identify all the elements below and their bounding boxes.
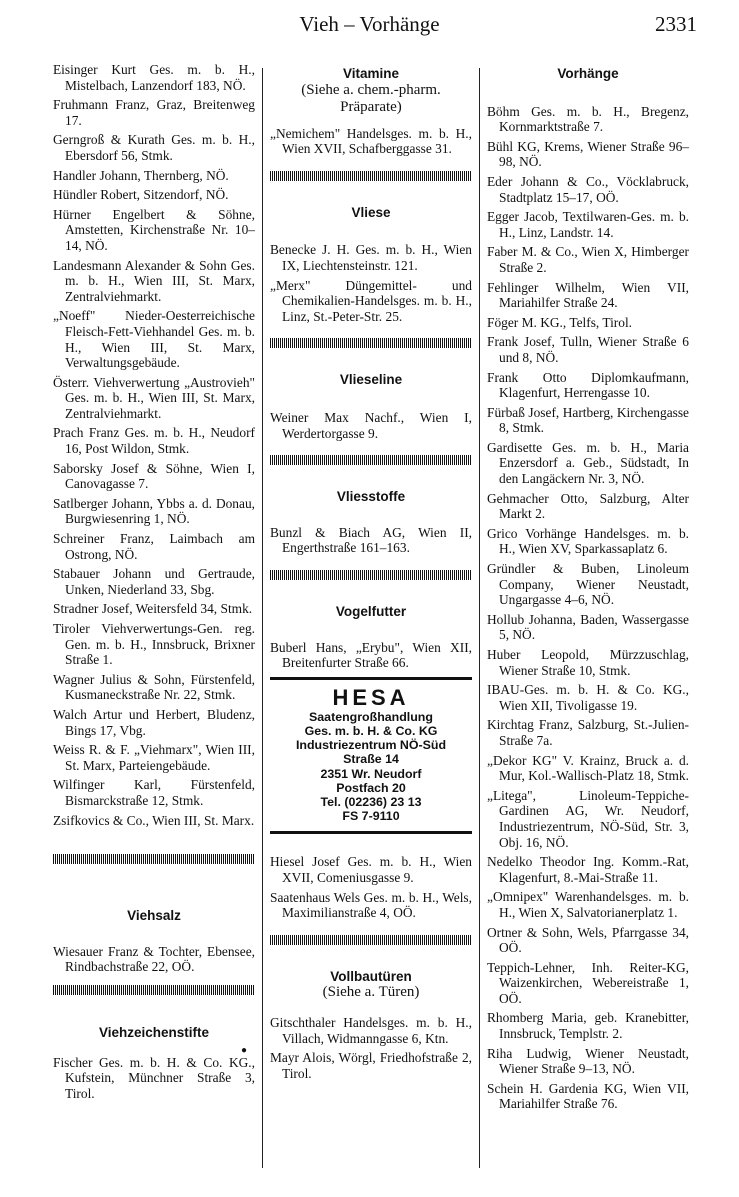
directory-entry: Nedelko Theodor Ing. Komm.-Rat, Klagenfurt, 8.-Mai-Straße 11. [487, 854, 689, 885]
section-separator [270, 455, 472, 465]
directory-entry: Zsifkovics & Co., Wien III, St. Marx. [53, 812, 255, 828]
ad-line: FS 7-9110 [342, 809, 400, 824]
directory-entry: Fischer Ges. m. b. H. & Co. KG., Kufstein, Münchner Straße 3, Tirol. [53, 1054, 255, 1101]
section-separator [270, 570, 472, 580]
directory-entry: Landesmann Alexander & Sohn Ges. m. b. H., Wien III, St. Marx, Zentralviehmarkt. [53, 257, 255, 304]
directory-entry: Faber M. & Co., Wien X, Himberger Straße 2. [487, 244, 689, 275]
directory-entry: Gehmacher Otto, Salzburg, Alter Markt 2. [487, 490, 689, 522]
ad-line: Industriezentrum NÖ-Süd [295, 738, 447, 753]
directory-entry: Schein H. Gardenia KG, Wien VII, Mariahilfer Straße 76. [487, 1080, 689, 1112]
ad-line: 2351 Wr. Neudorf [320, 766, 422, 781]
directory-entry: „Merx" Düngemittel- und Chemikalien-Handelsges. m. b. H., Linz, St.-Peter-Str. 25. [270, 277, 472, 324]
directory-entry: „Noeff" Nieder-Oesterreichische Fleisch-Fett-Viehhandel Ges. m. b. H., Wien III, St. Marx, Verwaltungsgebäude. [53, 308, 255, 371]
entry-list-vollbautueren [270, 1015, 472, 1081]
directory-entry: Weiss R. & F. „Viehmarx", Wien III, St. Marx, Parteiengebäude. [53, 742, 255, 773]
ad-line: Saatengroßhandlung [309, 709, 433, 724]
directory-entry: Tiroler Viehverwertungs-Gen. reg. Gen. m. b. H., Innsbruck, Brixner Straße 1. [53, 621, 255, 668]
directory-entry: Buberl Hans, „Erybu", Wien XII, Breitenfurter Straße 66. [270, 639, 472, 671]
directory-entry: Weiner Max Nachf., Wien I, Werdertorgasse 9. [270, 409, 472, 441]
directory-entry: Teppich-Lehner, Inh. Reiter-KG, Waizenkirchen, Webereistraße 1, OÖ. [487, 959, 689, 1006]
directory-entry: Wiesauer Franz & Tochter, Ebensee, Rindbachstraße 22, OÖ. [53, 943, 255, 975]
section-heading-vitamine: Vitamine [342, 66, 400, 81]
directory-entry: Handler Johann, Thernberg, NÖ. [53, 167, 229, 183]
section-subheading-vollbautueren: (Siehe a. Türen) [322, 984, 420, 1001]
column-3 [487, 62, 689, 1116]
directory-entry: Prach Franz Ges. m. b. H., Neudorf 16, Post Wildon, Stmk. [53, 425, 255, 457]
directory-entry: Kirchtag Franz, Salzburg, St.-Julien-Straße 7a. [487, 717, 689, 748]
section-heading-vollbautueren: Vollbautüren [330, 968, 412, 984]
page-header [0, 12, 739, 42]
directory-entry: Gitschthaler Handelsges. m. b. H., Villach, Widmanngasse 6, Ktn. [270, 1015, 472, 1046]
ad-line: Postfach 20 [336, 780, 406, 795]
ad-line: Tel. (02236) 23 13 [320, 794, 422, 809]
directory-entry: Fehlinger Wilhelm, Wien VII, Mariahilfer Straße 24. [487, 279, 689, 311]
column-divider-right [479, 68, 480, 1168]
directory-entry: Hürner Engelbert & Söhne, Amstetten, Kirchenstraße Nr. 10–14, NÖ. [53, 206, 255, 253]
entry-list-vlieseline [270, 410, 472, 441]
directory-entry: Bühl KG, Krems, Wiener Straße 96–98, NÖ. [487, 138, 689, 170]
entry-list-vorhaenge [487, 104, 689, 1112]
directory-entry: „Dekor KG" V. Krainz, Bruck a. d. Mur, Kol.-Wallisch-Platz 18, Stmk. [487, 752, 689, 784]
directory-entry: Saborsky Josef & Söhne, Wien I, Canovagasse 7. [53, 460, 255, 492]
section-heading-viehzeichenstifte: Viehzeichenstifte [98, 1024, 210, 1040]
directory-entry: Gardisette Ges. m. b. H., Maria Enzersdorf a. Geb., Südstadt, In den Langäckern Nr. 3, NÖ. [487, 439, 689, 487]
directory-entry: Ortner & Sohn, Wels, Pfarrgasse 34, OÖ. [487, 924, 689, 956]
section-separator [270, 171, 472, 181]
entry-list-after-ad [270, 854, 472, 920]
entry-list-vieh [53, 62, 255, 828]
column-divider-left [262, 68, 263, 1168]
directory-entry: Huber Leopold, Mürzzuschlag, Wiener Straße 10, Stmk. [487, 647, 689, 678]
directory-entry: Wagner Julius & Sohn, Fürstenfeld, Kusmaneckstraße Nr. 22, Stmk. [53, 671, 255, 703]
entry-list-viehsalz [53, 944, 255, 975]
section-separator [53, 854, 255, 864]
bullet-dot: ● [240, 1044, 247, 1056]
column-2 [270, 62, 472, 1086]
directory-entry: Fruhmann Franz, Graz, Breitenweg 17. [53, 97, 255, 128]
entry-list-vliese [270, 242, 472, 324]
directory-entry: Eisinger Kurt Ges. m. b. H., Mistelbach, Lanzendorf 183, NÖ. [53, 62, 255, 93]
section-heading-vlieseline: Vlieseline [339, 372, 403, 388]
ad-line: Straße 14 [343, 752, 399, 767]
directory-entry: Bunzl & Biach AG, Wien II, Engerthstraße 161–163. [270, 524, 472, 556]
directory-entry: Saatenhaus Wels Ges. m. b. H., Wels, Maximilianstraße 4, OÖ. [270, 889, 472, 921]
entry-list-viehzeichenstifte [53, 1055, 255, 1102]
column-1 [53, 62, 255, 1105]
ad-lines [270, 710, 472, 824]
directory-entry: Benecke J. H. Ges. m. b. H., Wien IX, Liechtensteinstr. 121. [270, 242, 472, 273]
ad-line: Ges. m. b. H. & Co. KG [304, 723, 438, 738]
entry-list-vliesstoffe [270, 525, 472, 556]
directory-entry: Böhm Ges. m. b. H., Bregenz, Kornmarktstraße 7. [487, 103, 689, 135]
section-heading-viehsalz: Viehsalz [127, 908, 181, 924]
directory-entry: Hiesel Josef Ges. m. b. H., Wien XVII, Comeniusgasse 9. [270, 854, 472, 885]
directory-entry: Österr. Viehverwertung „Austrovieh" Ges. m. b. H., Wien III, St. Marx, Zentralviehmarkt. [53, 374, 255, 421]
directory-entry: Föger M. KG., Telfs, Tirol. [487, 314, 633, 330]
ad-brand: HESA [332, 684, 410, 710]
directory-entry: „Litega", Linoleum-Teppiche-Gardinen AG, Wr. Neudorf, Industriezentrum, NÖ-Süd, Str. 3, Obj. 16, NÖ. [487, 787, 689, 850]
directory-entry: Frank Josef, Tulln, Wiener Straße 6 und 8, NÖ. [487, 334, 689, 365]
section-heading-vogelfutter: Vogelfutter [335, 603, 407, 619]
section-separator [270, 935, 472, 945]
directory-entry: Fürbaß Josef, Hartberg, Kirchengasse 8, Stmk. [487, 404, 689, 436]
directory-entry: Stradner Josef, Weitersfeld 34, Stmk. [53, 601, 253, 617]
directory-entry: IBAU-Ges. m. b. H. & Co. KG., Wien XII, Tivoligasse 19. [487, 682, 689, 713]
directory-entry: Frank Otto Diplomkaufmann, Klagenfurt, Herrengasse 10. [487, 369, 689, 401]
directory-entry: Riha Ludwig, Wiener Neustadt, Wiener Straße 9–13, NÖ. [487, 1045, 689, 1077]
directory-entry: Schreiner Franz, Laimbach am Ostrong, NÖ. [53, 531, 255, 562]
directory-entry: Hollub Johanna, Baden, Wassergasse 5, NÖ. [487, 611, 689, 643]
page-title: Vieh – Vorhänge [299, 12, 440, 36]
entry-list-vitamine [270, 126, 472, 157]
directory-entry: Grico Vorhänge Handelsges. m. b. H., Wien XV, Sparkassaplatz 6. [487, 525, 689, 557]
directory-entry: Egger Jacob, Textilwaren-Ges. m. b. H., Linz, Landstr. 14. [487, 209, 689, 240]
section-heading-vliesstoffe: Vliesstoffe [336, 489, 406, 505]
directory-entry: Mayr Alois, Wörgl, Friedhofstraße 2, Tirol. [270, 1050, 472, 1082]
directory-entry: „Omnipex" Warenhandelsges. m. b. H., Wien X, Salvatorianerplatz 1. [487, 889, 689, 920]
directory-entry: Satlberger Johann, Ybbs a. d. Donau, Burgwiesenring 1, NÖ. [53, 495, 255, 527]
directory-entry: Wilfinger Karl, Fürstenfeld, Bismarckstraße 12, Stmk. [53, 777, 255, 808]
directory-entry: Gerngroß & Kurath Ges. m. b. H., Ebersdorf 56, Stmk. [53, 132, 255, 163]
section-separator [270, 338, 472, 348]
directory-entry: Rhomberg Maria, geb. Kranebitter, Innsbruck, Templstr. 2. [487, 1010, 689, 1042]
directory-entry: Eder Johann & Co., Vöcklabruck, Stadtplatz 15–17, OÖ. [487, 173, 689, 205]
page-number: 2331 [655, 12, 697, 36]
directory-entry: Stabauer Johann und Gertraude, Unken, Niederland 33, Sbg. [53, 566, 255, 597]
section-subheading-vitamine: (Siehe a. chem.-pharm. Präparate) [301, 81, 441, 115]
directory-entry: Gründler & Buben, Linoleum Company, Wiener Neustadt, Ungargasse 4–6, NÖ. [487, 561, 689, 608]
section-separator [53, 985, 255, 995]
directory-entry: Walch Artur und Herbert, Bludenz, Bings 17, Vbg. [53, 706, 255, 738]
entry-list-vogelfutter [270, 640, 472, 671]
section-heading-vorhaenge: Vorhänge [557, 66, 619, 81]
directory-entry: „Nemichem" Handelsges. m. b. H., Wien XVII, Schafberggasse 31. [270, 125, 472, 157]
section-heading-vliese: Vliese [351, 204, 391, 220]
directory-entry: Hündler Robert, Sitzendorf, NÖ. [53, 187, 229, 203]
advertisement-hesa [270, 677, 472, 835]
